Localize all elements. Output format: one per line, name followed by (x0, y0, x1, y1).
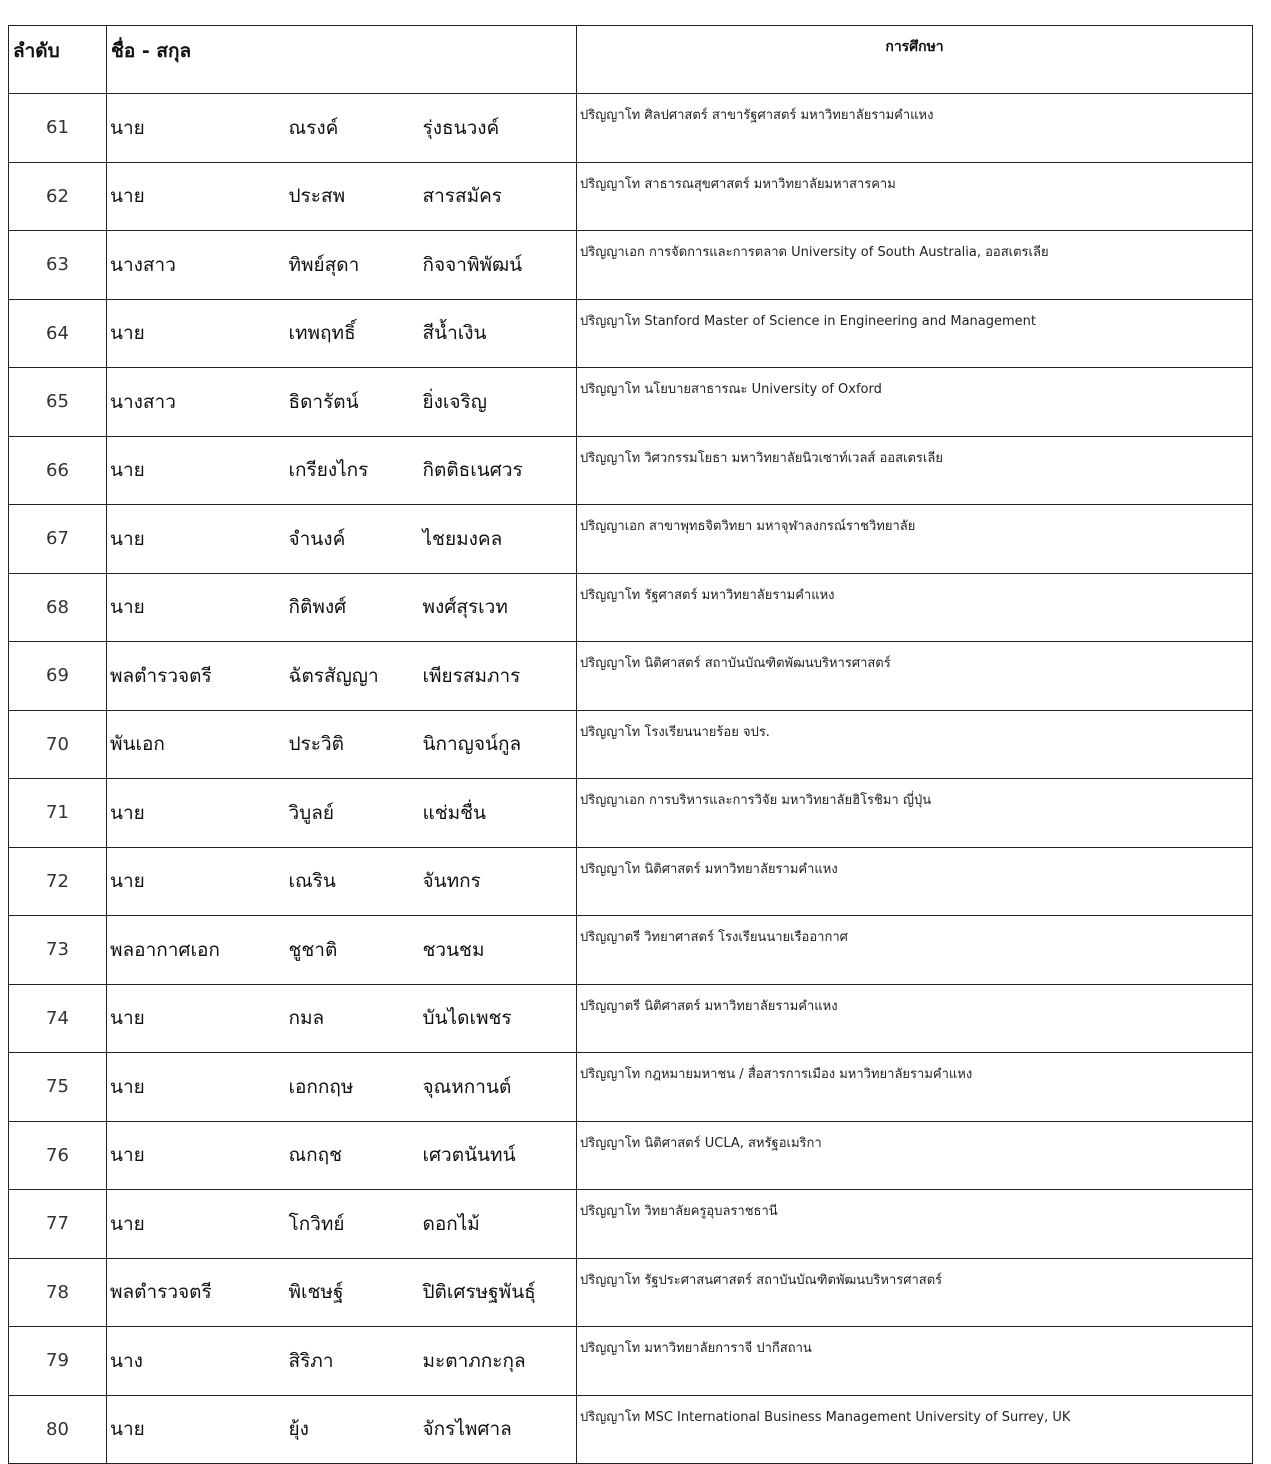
order-number-cell: 70 (9, 710, 107, 779)
first-name-cell: กิติพงศ์ (281, 573, 417, 642)
table-row (9, 436, 1253, 505)
first-name-cell: ประวิติ (281, 710, 417, 779)
order-number-cell: 73 (9, 916, 107, 985)
education-cell: ปริญญาโท กฎหมายมหาชน / สื่อสารการเมือง มหาวิทยาลัยรามคำแหง (577, 1053, 1253, 1122)
table-row (9, 162, 1253, 231)
first-name-cell: ณกฤช (281, 1121, 417, 1190)
name-title-cell: นาย (107, 505, 281, 574)
education-cell: ปริญญาเอก การจัดการและการตลาด University of South Australia, ออสเตรเลีย (577, 231, 1253, 300)
education-cell: ปริญญาโท MSC International Business Management University of Surrey, UK (577, 1395, 1253, 1464)
table-row (9, 94, 1253, 163)
first-name-cell: กมล (281, 984, 417, 1053)
last-name-cell: จันทกร (417, 847, 577, 916)
table-body (9, 94, 1253, 1464)
order-number-cell: 74 (9, 984, 107, 1053)
table-row (9, 1327, 1253, 1396)
order-number-cell: 76 (9, 1121, 107, 1190)
education-cell: ปริญญาโท มหาวิทยาลัยการาจี ปากีสถาน (577, 1327, 1253, 1396)
order-number-cell: 64 (9, 299, 107, 368)
last-name-cell: กิจจาพิพัฒน์ (417, 231, 577, 300)
first-name-cell: ทิพย์สุดา (281, 231, 417, 300)
header-order-number: ลำดับ (9, 26, 107, 94)
last-name-cell: จุณหกานต์ (417, 1053, 577, 1122)
education-cell: ปริญญาเอก สาขาพุทธจิตวิทยา มหาจุฬาลงกรณ์ราชวิทยาลัย (577, 505, 1253, 574)
last-name-cell: รุ่งธนวงค์ (417, 94, 577, 163)
table-row (9, 916, 1253, 985)
education-cell: ปริญญาโท นิติศาสตร์ มหาวิทยาลัยรามคำแหง (577, 847, 1253, 916)
name-title-cell: นาย (107, 1121, 281, 1190)
last-name-cell: เพียรสมภาร (417, 642, 577, 711)
first-name-cell: ณรงค์ (281, 94, 417, 163)
last-name-cell: จักรไพศาล (417, 1395, 577, 1464)
table-row (9, 847, 1253, 916)
name-title-cell: นาย (107, 94, 281, 163)
last-name-cell: สารสมัคร (417, 162, 577, 231)
first-name-cell: เทพฤทธิ์ (281, 299, 417, 368)
table-row (9, 779, 1253, 848)
first-name-cell: พิเชษฐ์ (281, 1258, 417, 1327)
last-name-cell: บันไดเพชร (417, 984, 577, 1053)
first-name-cell: สิริภา (281, 1327, 417, 1396)
name-title-cell: นาย (107, 1190, 281, 1259)
last-name-cell: กิตติธเนศวร (417, 436, 577, 505)
order-number-cell: 69 (9, 642, 107, 711)
name-title-cell: นาง (107, 1327, 281, 1396)
table-row (9, 231, 1253, 300)
table-row (9, 642, 1253, 711)
table-row (9, 1395, 1253, 1464)
name-title-cell: พลอากาศเอก (107, 916, 281, 985)
education-cell: ปริญญาโท วิทยาลัยครูอุบลราชธานี (577, 1190, 1253, 1259)
last-name-cell: พงศ์สุรเวท (417, 573, 577, 642)
name-title-cell: นาย (107, 1395, 281, 1464)
table-row (9, 368, 1253, 437)
education-cell: ปริญญาตรี นิติศาสตร์ มหาวิทยาลัยรามคำแหง (577, 984, 1253, 1053)
name-title-cell: นาย (107, 162, 281, 231)
education-cell: ปริญญาตรี วิทยาศาสตร์ โรงเรียนนายเรืออากาศ (577, 916, 1253, 985)
first-name-cell: ประสพ (281, 162, 417, 231)
table-row (9, 710, 1253, 779)
table-row (9, 1121, 1253, 1190)
order-number-cell: 79 (9, 1327, 107, 1396)
table-row (9, 299, 1253, 368)
name-title-cell: พลตำรวจตรี (107, 642, 281, 711)
table-row (9, 984, 1253, 1053)
candidate-table-container (8, 25, 1252, 1464)
first-name-cell: ธิดารัตน์ (281, 368, 417, 437)
table-row (9, 505, 1253, 574)
last-name-cell: ชวนชม (417, 916, 577, 985)
name-title-cell: พันเอก (107, 710, 281, 779)
candidate-table (8, 25, 1253, 1464)
name-title-cell: นาย (107, 984, 281, 1053)
education-cell: ปริญญาโท นโยบายสาธารณะ University of Oxford (577, 368, 1253, 437)
order-number-cell: 65 (9, 368, 107, 437)
name-title-cell: นาย (107, 573, 281, 642)
name-title-cell: นาย (107, 436, 281, 505)
education-cell: ปริญญาโท Stanford Master of Science in Engineering and Management (577, 299, 1253, 368)
first-name-cell: ฉัตรสัญญา (281, 642, 417, 711)
name-title-cell: นางสาว (107, 231, 281, 300)
last-name-cell: ดอกไม้ (417, 1190, 577, 1259)
order-number-cell: 67 (9, 505, 107, 574)
order-number-cell: 61 (9, 94, 107, 163)
header-full-name: ชื่อ - สกุล (107, 26, 577, 94)
name-title-cell: นางสาว (107, 368, 281, 437)
table-header-row (9, 26, 1253, 94)
name-title-cell: นาย (107, 299, 281, 368)
education-cell: ปริญญาโท นิติศาสตร์ สถาบันบัณฑิตพัฒนบริหารศาสตร์ (577, 642, 1253, 711)
education-cell: ปริญญาโท ศิลปศาสตร์ สาขารัฐศาสตร์ มหาวิทยาลัยรามคำแหง (577, 94, 1253, 163)
first-name-cell: วิบูลย์ (281, 779, 417, 848)
education-cell: ปริญญาเอก การบริหารและการวิจัย มหาวิทยาลัยฮิโรชิมา ญี่ปุ่น (577, 779, 1253, 848)
last-name-cell: ยิ่งเจริญ (417, 368, 577, 437)
table-row (9, 1258, 1253, 1327)
education-cell: ปริญญาโท โรงเรียนนายร้อย จปร. (577, 710, 1253, 779)
first-name-cell: จำนงค์ (281, 505, 417, 574)
name-title-cell: นาย (107, 779, 281, 848)
last-name-cell: นิกาญจน์กูล (417, 710, 577, 779)
last-name-cell: ไชยมงคล (417, 505, 577, 574)
table-row (9, 573, 1253, 642)
first-name-cell: เณริน (281, 847, 417, 916)
education-cell: ปริญญาโท รัฐศาสตร์ มหาวิทยาลัยรามคำแหง (577, 573, 1253, 642)
order-number-cell: 71 (9, 779, 107, 848)
education-cell: ปริญญาโท รัฐประศาสนศาสตร์ สถาบันบัณฑิตพัฒนบริหารศาสตร์ (577, 1258, 1253, 1327)
first-name-cell: เกรียงไกร (281, 436, 417, 505)
order-number-cell: 80 (9, 1395, 107, 1464)
table-row (9, 1053, 1253, 1122)
name-title-cell: พลตำรวจตรี (107, 1258, 281, 1327)
last-name-cell: เศวตนันทน์ (417, 1121, 577, 1190)
last-name-cell: มะตาภกะกุล (417, 1327, 577, 1396)
order-number-cell: 78 (9, 1258, 107, 1327)
last-name-cell: ปิติเศรษฐพันธุ์ (417, 1258, 577, 1327)
header-education: การศึกษา (577, 26, 1253, 94)
education-cell: ปริญญาโท นิติศาสตร์ UCLA, สหรัฐอเมริกา (577, 1121, 1253, 1190)
order-number-cell: 77 (9, 1190, 107, 1259)
order-number-cell: 75 (9, 1053, 107, 1122)
education-cell: ปริญญาโท สาธารณสุขศาสตร์ มหาวิทยาลัยมหาสารคาม (577, 162, 1253, 231)
first-name-cell: โกวิทย์ (281, 1190, 417, 1259)
name-title-cell: นาย (107, 1053, 281, 1122)
education-cell: ปริญญาโท วิศวกรรมโยธา มหาวิทยาลัยนิวเซาท์เวลส์ ออสเตรเลีย (577, 436, 1253, 505)
order-number-cell: 63 (9, 231, 107, 300)
first-name-cell: ยุ้ง (281, 1395, 417, 1464)
last-name-cell: แช่มชื่น (417, 779, 577, 848)
order-number-cell: 68 (9, 573, 107, 642)
order-number-cell: 72 (9, 847, 107, 916)
last-name-cell: สีน้ำเงิน (417, 299, 577, 368)
order-number-cell: 62 (9, 162, 107, 231)
order-number-cell: 66 (9, 436, 107, 505)
table-row (9, 1190, 1253, 1259)
first-name-cell: ชูชาติ (281, 916, 417, 985)
first-name-cell: เอกกฤษ (281, 1053, 417, 1122)
name-title-cell: นาย (107, 847, 281, 916)
